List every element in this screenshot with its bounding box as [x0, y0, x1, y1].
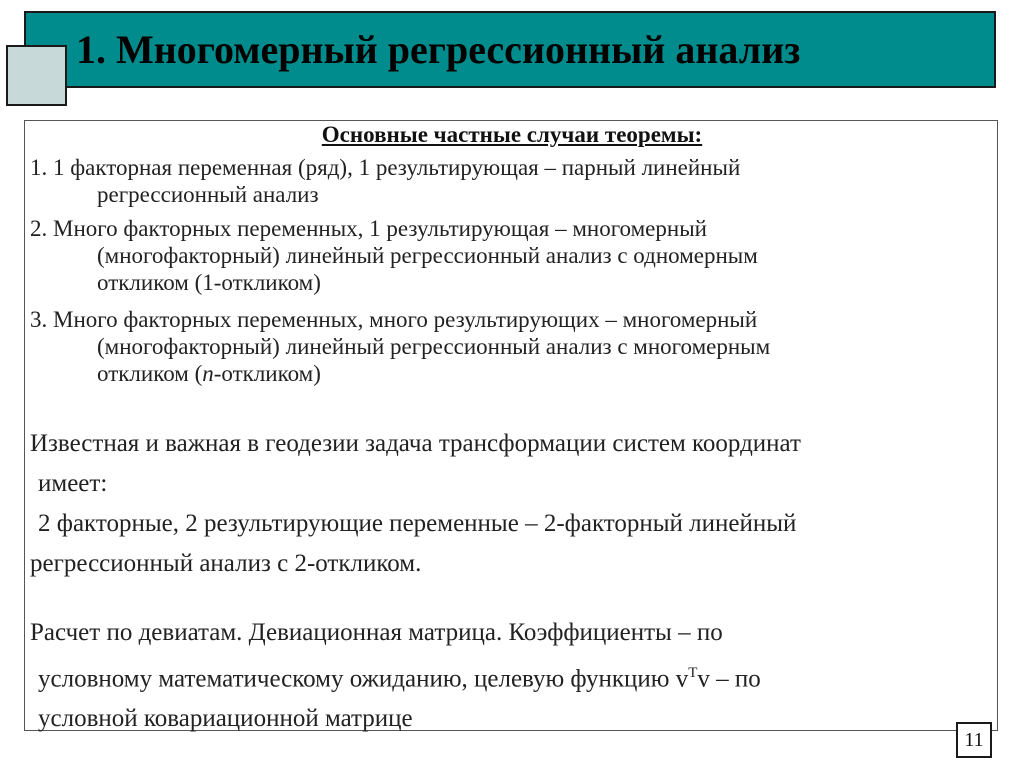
- geodesy-paragraph: [30, 424, 1000, 584]
- case-3-line-3: [30, 360, 990, 387]
- page-number: 11: [956, 722, 992, 758]
- case-3-line-3-italic: n: [202, 361, 214, 386]
- calc-line-1: Расчет по девиатам. Девиационная матрица. Коэффициенты – по: [30, 619, 723, 646]
- case-item-2: [30, 215, 990, 296]
- corner-decoration: [6, 45, 67, 106]
- case-item-1: [30, 154, 990, 208]
- calc-line-2-pre: условному математическому ожиданию, целевую функцию v: [38, 665, 689, 693]
- case-2-line-2: (многофакторный) линейный регрессионный анализ с одномерным: [97, 243, 758, 268]
- slide-title: 1. Многомерный регрессионный анализ: [76, 27, 801, 72]
- case-3-line-3-post: -откликом): [213, 361, 321, 386]
- geodesy-line-4: регрессионный анализ с 2-откликом.: [30, 550, 422, 577]
- subheading: Основные частные случаи теоремы:: [321, 122, 703, 147]
- calculation-paragraph: [30, 613, 1000, 739]
- case-item-3: [30, 306, 990, 387]
- case-3-line-1: 3. Много факторных переменных, много результирующих – многомерный: [30, 307, 758, 332]
- case-1-line-2: регрессионный анализ: [97, 182, 319, 207]
- calc-superscript: T: [688, 665, 698, 681]
- case-2-line-1: 2. Много факторных переменных, 1 результирующая – многомерный: [30, 216, 707, 241]
- calc-line-2-post: v – по: [697, 665, 761, 693]
- calc-line-2: [30, 653, 1000, 699]
- geodesy-line-2: имеет:: [38, 470, 108, 497]
- case-3-line-2: (многофакторный) линейный регрессионный анализ с многомерным: [97, 334, 771, 359]
- case-1-line-1: 1. 1 факторная переменная (ряд), 1 результирующая – парный линейный: [30, 155, 741, 180]
- case-2-line-3: откликом (1-откликом): [97, 270, 321, 295]
- geodesy-line-1: Известная и важная в геодезии задача трансформации систем координат: [30, 430, 801, 457]
- calc-line-3: условной ковариационной матрице: [38, 705, 413, 733]
- geodesy-line-3: 2 факторные, 2 результирующие переменные – 2-факторный линейный: [38, 510, 797, 537]
- case-3-line-3-pre: откликом (: [97, 361, 203, 386]
